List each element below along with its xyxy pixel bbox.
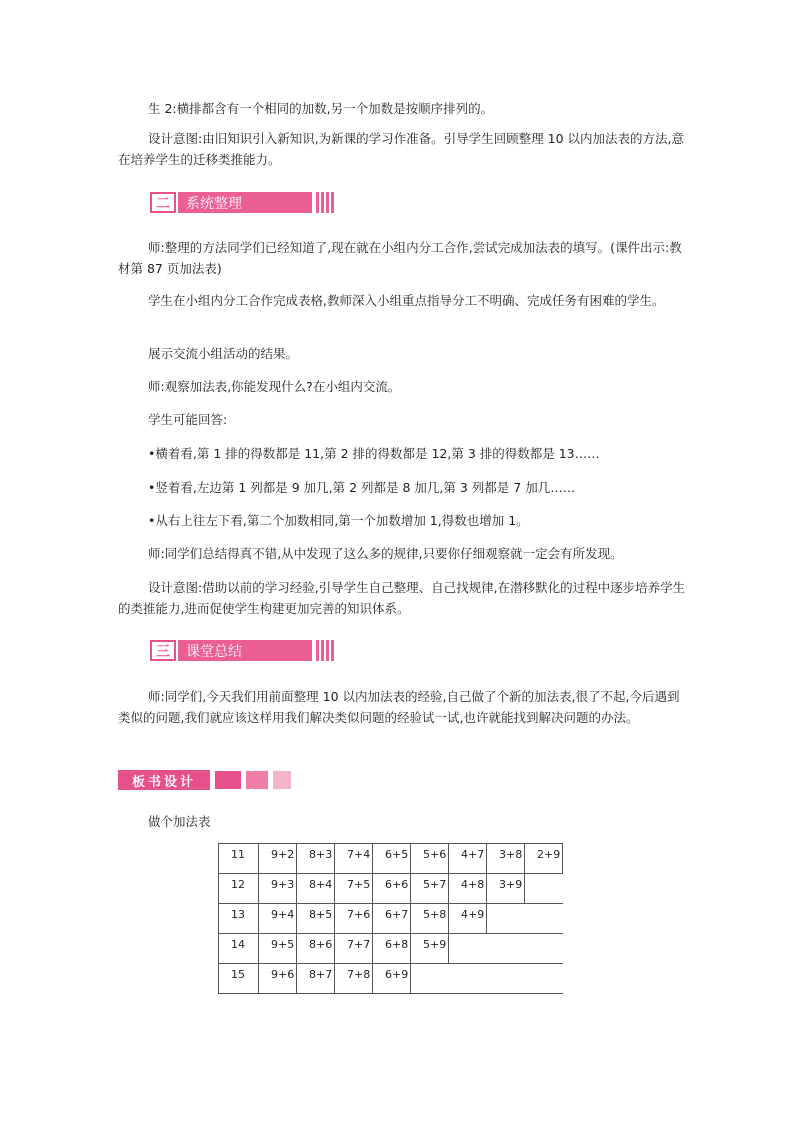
paragraph-teacher-instruction: 师:整理的方法同学们已经知道了,现在就在小组内分工合作,尝试完成加法表的填写。(课件出示:教材第 87 页加法表) [118,240,682,276]
paragraph-student-answer: 生 2:横排都含有一个相同的加数,另一个加数是按顺序排列的。 [148,101,494,116]
paragraph-class-summary: 师:同学们,今天我们用前面整理 10 以内加法表的经验,自己做了个新的加法表,很了不起,今后遇到类似的问题,我们就应该这样用我们解决类似问题的经验试一试,也许就能找到解决问题的办法。 [118,689,680,725]
paragraph-possible-answers: 学生可能回答: [148,412,228,427]
paragraph-teacher-praise: 师:同学们总结得真不错,从中发现了这么多的规律,只要你仔细观察就一定会有所发现。 [148,546,623,561]
table-row [219,934,563,964]
table-empty-area [449,934,563,964]
table-cell: 8+4 [297,874,335,904]
board-design-banner [118,770,291,790]
section-heading-2 [150,192,334,213]
table-empty-area [487,904,563,934]
paragraph-bullet-diagonal: •从右上往左下看,第二个加数相同,第一个加数增加 1,得数也增加 1。 [148,513,529,528]
table-cell: 9+3 [259,874,297,904]
table-cell: 5+6 [411,844,449,874]
heading-decoration [314,640,334,661]
board-caption: 做个加法表 [148,814,211,829]
table-cell: 4+7 [449,844,487,874]
paragraph-group-work: 学生在小组内分工合作完成表格,教师深入小组重点指导分工不明确、完成任务有困难的学生。 [148,293,665,308]
table-cell: 6+8 [373,934,411,964]
table-cell: 7+7 [335,934,373,964]
board-design-label: 板书设计 [118,770,210,790]
paragraph-design-intent-2: 设计意图:借助以前的学习经验,引导学生自己整理、自己找规律,在潜移默化的过程中逐步培养学生的类推能力,进而促使学生构建更加完善的知识体系。 [118,580,686,616]
table-row [219,874,563,904]
table-row [219,904,563,934]
table-cell: 8+3 [297,844,335,874]
table-cell: 6+9 [373,964,411,994]
paragraph-design-intent-1: 设计意图:由旧知识引入新知识,为新课的学习作准备。引导学生回顾整理 10 以内加法表的方法,意在培养学生的迁移类推能力。 [118,131,685,167]
table-row [219,964,563,994]
section-number: 二 [150,192,176,213]
table-cell: 8+7 [297,964,335,994]
table-cell: 5+8 [411,904,449,934]
table-empty-area [411,964,563,994]
section-title: 系统整理 [178,192,312,213]
table-sum-cell: 15 [219,964,259,994]
table-cell: 4+8 [449,874,487,904]
table-row [219,844,563,874]
table-sum-cell: 14 [219,934,259,964]
paragraph-show-results: 展示交流小组活动的结果。 [148,346,299,361]
table-cell: 9+4 [259,904,297,934]
table-cell: 9+5 [259,934,297,964]
table-cell: 4+9 [449,904,487,934]
heading-decoration [314,192,334,213]
table-cell: 7+4 [335,844,373,874]
table-cell: 7+8 [335,964,373,994]
table-cell: 9+2 [259,844,297,874]
section-number: 三 [150,640,176,661]
table-sum-cell: 11 [219,844,259,874]
paragraph-observe-table: 师:观察加法表,你能发现什么?在小组内交流。 [148,379,401,394]
table-empty-area [525,874,563,904]
table-cell: 6+5 [373,844,411,874]
addition-table [218,843,563,994]
table-cell: 6+7 [373,904,411,934]
table-cell: 8+5 [297,904,335,934]
paragraph-bullet-vertical: •竖着看,左边第 1 列都是 9 加几,第 2 列都是 8 加几,第 3 列都是 7 加几…… [148,480,576,495]
table-cell: 7+6 [335,904,373,934]
decorative-square [246,771,268,789]
table-cell: 7+5 [335,874,373,904]
decorative-square [215,771,241,789]
paragraph-bullet-horizontal: •横着看,第 1 排的得数都是 11,第 2 排的得数都是 12,第 3 排的得数都是 13…… [148,446,600,461]
section-heading-3 [150,640,334,661]
table-sum-cell: 13 [219,904,259,934]
table-cell: 8+6 [297,934,335,964]
table-cell: 5+9 [411,934,449,964]
table-cell: 9+6 [259,964,297,994]
section-title: 课堂总结 [178,640,312,661]
table-cell: 6+6 [373,874,411,904]
table-sum-cell: 12 [219,874,259,904]
table-cell: 3+9 [487,874,525,904]
table-cell: 3+8 [487,844,525,874]
table-cell: 2+9 [525,844,563,874]
decorative-square [273,771,291,789]
table-cell: 5+7 [411,874,449,904]
